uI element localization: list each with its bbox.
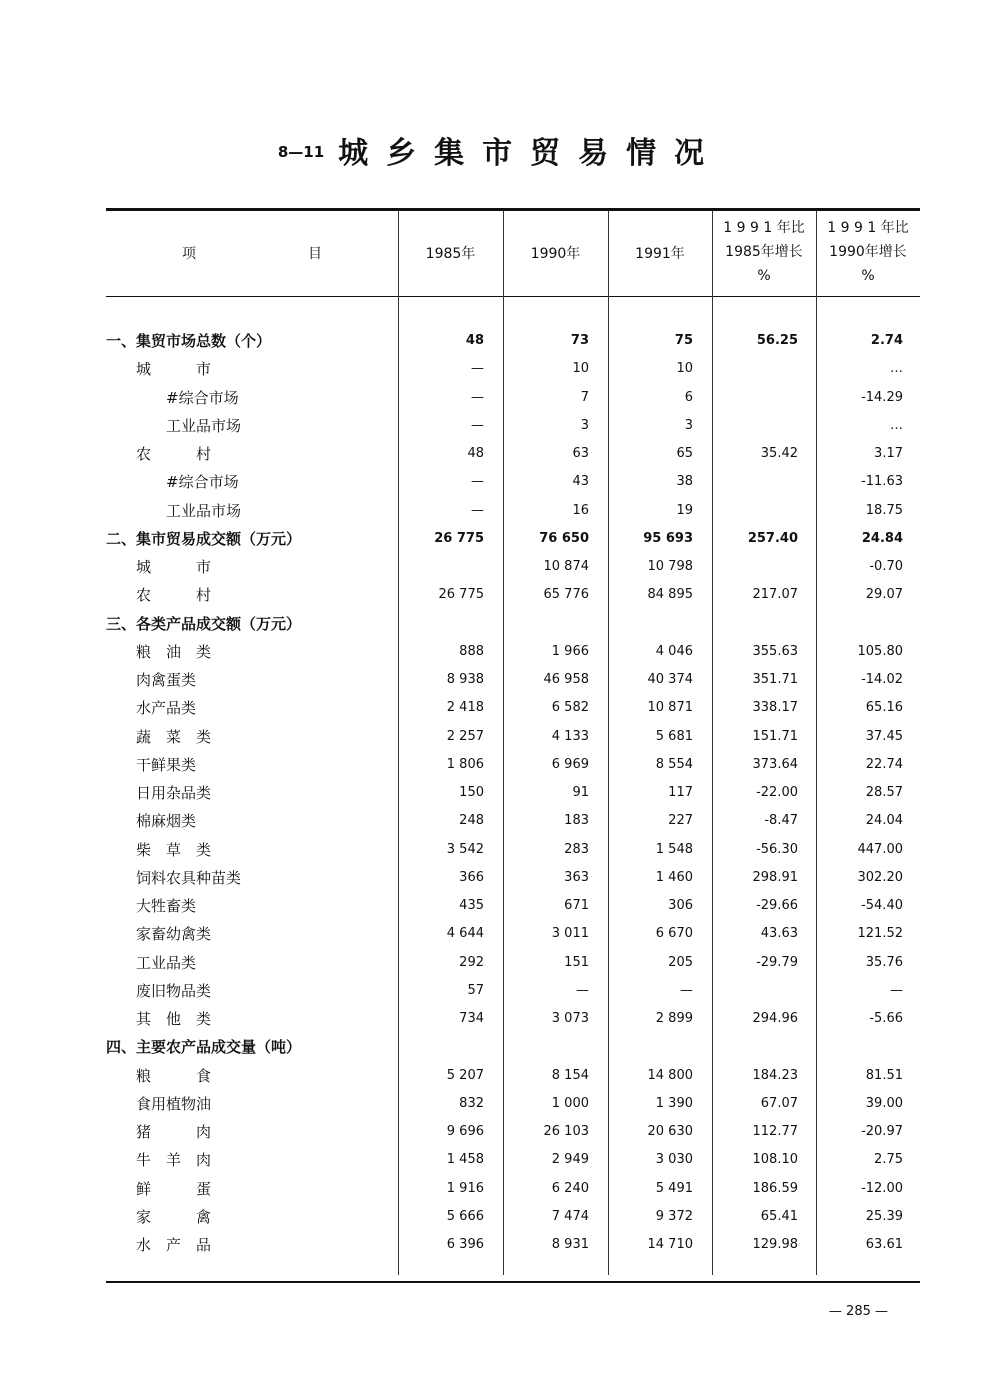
row-label: 工业品市场	[106, 417, 242, 435]
table-name: 城乡集市贸易情况	[338, 136, 723, 171]
value-1985-cell: —	[471, 418, 484, 433]
row-label: 三、各类产品成交额（万元）	[106, 615, 302, 633]
growth-vs-1985-cell	[703, 977, 798, 1005]
top-rule	[106, 208, 920, 211]
growth-vs-1985-cell: 43.63	[760, 926, 798, 941]
value-1990-cell: 6 969	[551, 757, 589, 772]
growth-vs-1990-cell: 2.74	[870, 333, 903, 348]
row-label: #综合市场	[106, 473, 239, 491]
row-label: 废旧物品类	[106, 982, 212, 1000]
growth-vs-1990-cell: 81.51	[865, 1068, 903, 1083]
value-1985-cell: 292	[459, 955, 484, 970]
value-1990-cell: 10	[572, 361, 589, 376]
value-1991-cell: 95 693	[643, 531, 693, 546]
value-1991-cell: 20 630	[647, 1124, 693, 1139]
row-label: 柴 草 类	[106, 841, 212, 859]
growth-vs-1990-cell: 28.57	[865, 785, 903, 800]
row-label: 食用植物油	[106, 1095, 212, 1113]
value-1991-cell: 38	[676, 474, 693, 489]
growth-vs-1990-cell: -20.97	[861, 1124, 903, 1139]
growth-vs-1985-cell	[703, 412, 798, 440]
row-label: 牛 羊 肉	[106, 1151, 212, 1169]
value-1991-cell: 10 871	[647, 700, 693, 715]
value-1991-cell: 65	[676, 446, 693, 461]
row-label: 棉麻烟类	[106, 812, 197, 830]
growth-vs-1985-cell: 355.63	[752, 644, 798, 659]
row-label: 饲料农具种苗类	[106, 869, 242, 887]
value-1985-cell: —	[471, 503, 484, 518]
row-label: 工业品类	[106, 954, 197, 972]
header-1990: 1990年	[530, 246, 581, 262]
value-1985-cell: 5 666	[446, 1209, 484, 1224]
growth-vs-1990-cell: …	[890, 361, 903, 376]
value-1990-cell: 1 966	[551, 644, 589, 659]
value-1990-cell: 2 949	[551, 1152, 589, 1167]
growth-vs-1985-cell: 351.71	[752, 672, 798, 687]
value-1985-cell: 3 542	[446, 842, 484, 857]
value-1991-cell: 40 374	[647, 672, 693, 687]
header-1991: 1991年	[635, 246, 685, 262]
growth-vs-1985-cell: 217.07	[752, 587, 798, 602]
row-label: 工业品市场	[106, 502, 242, 520]
growth-vs-1990-cell: 105.80	[857, 644, 903, 659]
value-1991-cell: 227	[668, 813, 693, 828]
growth-vs-1990-cell: —	[890, 983, 903, 998]
growth-vs-1990-cell: -12.00	[861, 1181, 903, 1196]
growth-vs-1990-cell: -54.40	[861, 898, 903, 913]
growth-vs-1990-cell: 29.07	[865, 587, 903, 602]
value-1990-cell: 63	[572, 446, 589, 461]
value-1991-cell: 6	[684, 390, 693, 405]
growth-vs-1990-cell: 121.52	[857, 926, 903, 941]
value-1985-cell: 1 806	[446, 757, 484, 772]
value-1985-cell: 1 458	[446, 1152, 484, 1167]
header-item: 项 目	[182, 246, 322, 262]
page-number: — 285 —	[828, 1304, 888, 1319]
value-1991-cell: 19	[676, 503, 693, 518]
row-label: 二、集市贸易成交额（万元）	[106, 530, 302, 548]
growth-vs-1985-cell: 186.59	[752, 1181, 798, 1196]
value-1985-cell: 2 257	[446, 729, 484, 744]
growth-vs-1990-cell: -11.63	[861, 474, 903, 489]
value-1991-cell: 2 899	[655, 1011, 693, 1026]
value-1991-cell: 84 895	[647, 587, 693, 602]
row-label: 城 市	[106, 360, 212, 378]
growth-vs-1985-cell	[703, 497, 798, 525]
value-1991-cell: 10 798	[647, 559, 693, 574]
value-1990-cell: 65 776	[543, 587, 589, 602]
value-1985-cell: 366	[459, 870, 484, 885]
value-1990-cell: 73	[570, 333, 589, 348]
growth-vs-1990-cell: 3.17	[874, 446, 903, 461]
growth-vs-1990-cell: 39.00	[865, 1096, 903, 1111]
value-1985-cell: 435	[459, 898, 484, 913]
growth-vs-1985-cell: -22.00	[756, 785, 798, 800]
growth-vs-1990-cell: -5.66	[869, 1011, 903, 1026]
row-label: 其 他 类	[106, 1010, 212, 1028]
value-1985-cell: 4 644	[446, 926, 484, 941]
value-1985-cell: 248	[459, 813, 484, 828]
value-1990-cell: 671	[564, 898, 589, 913]
row-label: 大牲畜类	[106, 897, 197, 915]
value-1991-cell	[598, 1033, 693, 1061]
value-1990-cell: 10 874	[543, 559, 589, 574]
value-1985-cell	[389, 553, 484, 581]
growth-vs-1990-cell: 63.61	[865, 1237, 903, 1252]
row-label: 粮 食	[106, 1067, 212, 1085]
value-1990-cell: 7	[580, 390, 589, 405]
value-1990-cell: 4 133	[551, 729, 589, 744]
row-label: 水产品类	[106, 699, 197, 717]
growth-vs-1985-cell: 373.64	[752, 757, 798, 772]
value-1991-cell: 1 390	[655, 1096, 693, 1111]
growth-vs-1985-cell: -8.47	[764, 813, 798, 828]
value-1985-cell: 832	[459, 1096, 484, 1111]
row-label: 猪 肉	[106, 1123, 212, 1141]
value-1985-cell: 6 396	[446, 1237, 484, 1252]
value-1990-cell: 3	[580, 418, 589, 433]
header-rule	[106, 296, 920, 297]
row-label: 农 村	[106, 586, 212, 604]
value-1985-cell: 2 418	[446, 700, 484, 715]
value-1991-cell: —	[680, 983, 693, 998]
value-1990-cell: 8 154	[551, 1068, 589, 1083]
value-1990-cell	[494, 610, 589, 638]
value-1991-cell: 3	[684, 418, 693, 433]
growth-vs-1990-cell: 25.39	[865, 1209, 903, 1224]
growth-vs-1985-cell: 108.10	[752, 1152, 798, 1167]
value-1985-cell: 8 938	[446, 672, 484, 687]
row-label: 蔬 菜 类	[106, 728, 212, 746]
value-1990-cell: 6 582	[551, 700, 589, 715]
value-1990-cell: 151	[564, 955, 589, 970]
value-1985-cell: 9 696	[446, 1124, 484, 1139]
growth-vs-1985-cell	[703, 610, 798, 638]
value-1990-cell: 183	[564, 813, 589, 828]
growth-vs-1985-cell: 184.23	[752, 1068, 798, 1083]
value-1985-cell: 48	[467, 446, 484, 461]
header-growth-vs-1990: 1 9 9 1 年比 1990年增长 %	[827, 220, 909, 284]
value-1990-cell: 26 103	[543, 1124, 589, 1139]
value-1985-cell: 734	[459, 1011, 484, 1026]
row-label: #综合市场	[106, 389, 239, 407]
value-1990-cell: 3 073	[551, 1011, 589, 1026]
growth-vs-1985-cell: 151.71	[752, 729, 798, 744]
value-1985-cell: 48	[465, 333, 484, 348]
growth-vs-1985-cell: 257.40	[747, 531, 798, 546]
row-label: 城 市	[106, 558, 212, 576]
growth-vs-1985-cell	[703, 468, 798, 496]
value-1991-cell: 117	[668, 785, 693, 800]
value-1985-cell: 150	[459, 785, 484, 800]
value-1990-cell: 6 240	[551, 1181, 589, 1196]
value-1985-cell: —	[471, 361, 484, 376]
value-1990-cell: 3 011	[551, 926, 589, 941]
growth-vs-1990-cell: 24.84	[861, 531, 903, 546]
value-1990-cell: 16	[572, 503, 589, 518]
header-1985: 1985年	[425, 246, 476, 262]
table-title	[0, 128, 1000, 172]
value-1985-cell	[389, 610, 484, 638]
growth-vs-1990-cell	[808, 1033, 903, 1061]
growth-vs-1985-cell: 56.25	[756, 333, 798, 348]
row-label: 农 村	[106, 445, 212, 463]
value-1990-cell: 7 474	[551, 1209, 589, 1224]
value-1991-cell: 8 554	[655, 757, 693, 772]
value-1990-cell: 91	[572, 785, 589, 800]
growth-vs-1985-cell: -29.79	[756, 955, 798, 970]
value-1991-cell: 1 460	[655, 870, 693, 885]
growth-vs-1990-cell: 2.75	[874, 1152, 903, 1167]
value-1991-cell: 3 030	[655, 1152, 693, 1167]
value-1985-cell: —	[471, 390, 484, 405]
value-1985-cell: 5 207	[446, 1068, 484, 1083]
value-1991-cell: 9 372	[655, 1209, 693, 1224]
value-1990-cell: 363	[564, 870, 589, 885]
row-label: 家畜幼禽类	[106, 925, 212, 943]
value-1991-cell: 14 710	[647, 1237, 693, 1252]
growth-vs-1990-cell: 24.04	[865, 813, 903, 828]
row-label: 干鲜果类	[106, 756, 197, 774]
growth-vs-1990-cell: 447.00	[857, 842, 903, 857]
value-1991-cell: 10	[676, 361, 693, 376]
growth-vs-1990-cell: 302.20	[857, 870, 903, 885]
growth-vs-1990-cell: 65.16	[865, 700, 903, 715]
growth-vs-1985-cell: 294.96	[752, 1011, 798, 1026]
row-label: 日用杂品类	[106, 784, 212, 802]
value-1991-cell: 75	[674, 333, 693, 348]
value-1985-cell: 26 775	[438, 587, 484, 602]
value-1985-cell: 888	[459, 644, 484, 659]
row-label: 四、主要农产品成交量（吨）	[106, 1038, 302, 1056]
growth-vs-1990-cell: 18.75	[865, 503, 903, 518]
growth-vs-1985-cell: -29.66	[756, 898, 798, 913]
value-1990-cell	[494, 1033, 589, 1061]
value-1985-cell: —	[471, 474, 484, 489]
growth-vs-1990-cell: -14.29	[861, 390, 903, 405]
growth-vs-1985-cell	[703, 384, 798, 412]
row-label: 一、集贸市场总数（个）	[106, 332, 272, 350]
growth-vs-1985-cell: 298.91	[752, 870, 798, 885]
growth-vs-1985-cell	[703, 1033, 798, 1061]
growth-vs-1985-cell: 112.77	[752, 1124, 798, 1139]
value-1990-cell: —	[576, 983, 589, 998]
value-1991-cell: 205	[668, 955, 693, 970]
growth-vs-1985-cell: 65.41	[760, 1209, 798, 1224]
value-1991-cell: 5 491	[655, 1181, 693, 1196]
growth-vs-1990-cell: -14.02	[861, 672, 903, 687]
growth-vs-1985-cell: 67.07	[760, 1096, 798, 1111]
growth-vs-1985-cell	[703, 553, 798, 581]
growth-vs-1985-cell: 35.42	[760, 446, 798, 461]
row-label: 水 产 品	[106, 1236, 212, 1254]
value-1990-cell: 46 958	[543, 672, 589, 687]
bottom-rule	[106, 1281, 920, 1283]
value-1991-cell: 4 046	[655, 644, 693, 659]
growth-vs-1990-cell: …	[890, 418, 903, 433]
value-1990-cell: 76 650	[539, 531, 589, 546]
growth-vs-1990-cell: 22.74	[865, 757, 903, 772]
growth-vs-1985-cell: 129.98	[752, 1237, 798, 1252]
value-1990-cell: 43	[572, 474, 589, 489]
growth-vs-1990-cell: 37.45	[865, 729, 903, 744]
growth-vs-1985-cell: 338.17	[752, 700, 798, 715]
value-1991-cell	[598, 610, 693, 638]
header-growth-vs-1985: 1 9 9 1 年比 1985年增长 %	[723, 220, 805, 284]
row-label: 粮 油 类	[106, 643, 212, 661]
growth-vs-1990-cell: 35.76	[865, 955, 903, 970]
value-1985-cell: 1 916	[446, 1181, 484, 1196]
value-1991-cell: 5 681	[655, 729, 693, 744]
value-1985-cell: 57	[467, 983, 484, 998]
value-1990-cell: 8 931	[551, 1237, 589, 1252]
value-1991-cell: 14 800	[647, 1068, 693, 1083]
growth-vs-1990-cell	[808, 610, 903, 638]
value-1990-cell: 1 000	[551, 1096, 589, 1111]
row-label: 家 禽	[106, 1208, 212, 1226]
value-1985-cell: 26 775	[434, 531, 484, 546]
value-1985-cell	[389, 1033, 484, 1061]
row-label: 鲜 蛋	[106, 1180, 212, 1198]
row-label: 肉禽蛋类	[106, 671, 197, 689]
growth-vs-1985-cell	[703, 355, 798, 383]
value-1991-cell: 1 548	[655, 842, 693, 857]
value-1991-cell: 6 670	[655, 926, 693, 941]
value-1991-cell: 306	[668, 898, 693, 913]
table-number: 8—11	[277, 143, 325, 161]
growth-vs-1985-cell: -56.30	[756, 842, 798, 857]
growth-vs-1990-cell: -0.70	[869, 559, 903, 574]
value-1990-cell: 283	[564, 842, 589, 857]
